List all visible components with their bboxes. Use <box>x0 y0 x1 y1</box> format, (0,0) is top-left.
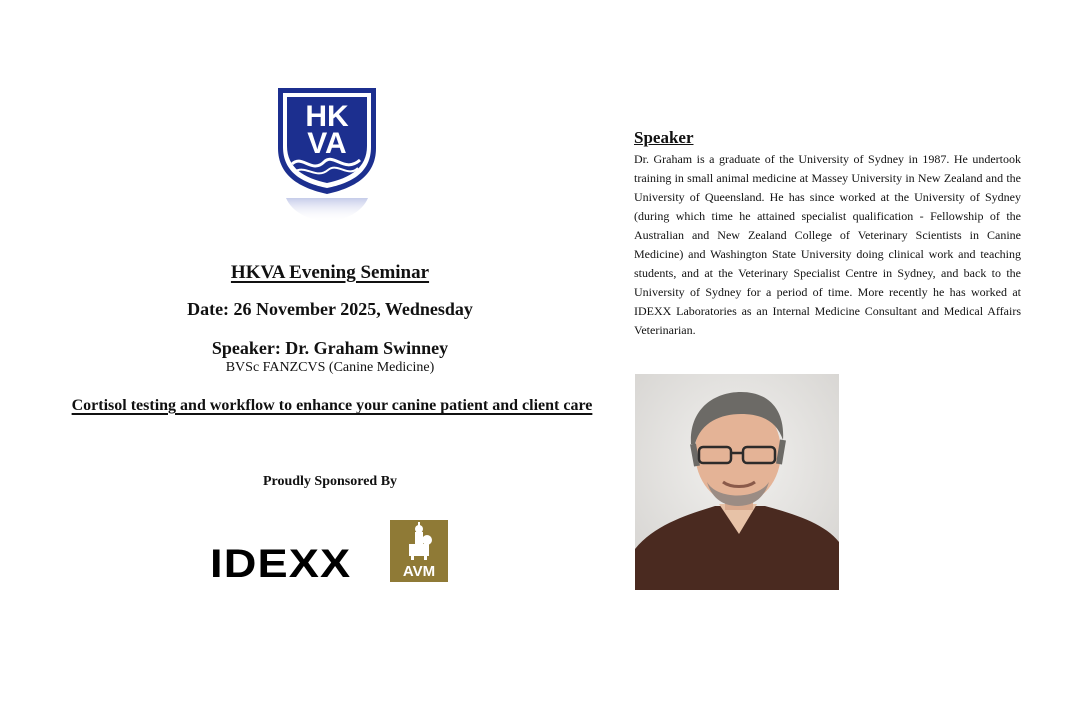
speaker-photo <box>635 374 839 590</box>
bio-heading: Speaker <box>634 128 694 147</box>
seminar-title: HKVA Evening Seminar <box>230 262 430 283</box>
seminar-date: Date: 26 November 2025, Wednesday <box>187 299 473 319</box>
speaker-bio: Dr. Graham is a graduate of the University of Sydney in 1987. He undertook training in small animal medicine at Massey University in New Zealand and the University of Queensland. He has since worked at the University of Sydney (during which time he attained specialist qualification - Fellowship of the Australian and New Zealand College of Veterinary Scientists in Canine Medicine) and Washington State University doing clinical work and teaching students, and at the Veterinary Specialist Centre in Sydney, and back to the University of Sydney for a period of time. More recently he has worked at IDEXX Laboratories as an Internal Medicine Consultant and Medical Affairs Veterinarian. <box>634 152 1021 337</box>
avm-animals-icon <box>403 522 435 560</box>
avm-label: AVM <box>402 563 436 580</box>
sponsored-by-label: Proudly Sponsored By <box>262 474 398 489</box>
avm-logo <box>390 520 448 582</box>
speaker-qualifications: BVSc FANZCVS (Canine Medicine) <box>225 360 435 375</box>
seminar-topic: Cortisol testing and workflow to enhance your canine patient and client care <box>71 397 593 414</box>
logo-text-top: HK <box>305 100 349 133</box>
logo-text-bottom: VA <box>307 127 347 160</box>
hkva-logo <box>272 84 382 224</box>
speaker-name: Speaker: Dr. Graham Swinney <box>211 338 449 358</box>
idexx-logo: IDEXX <box>210 542 352 586</box>
